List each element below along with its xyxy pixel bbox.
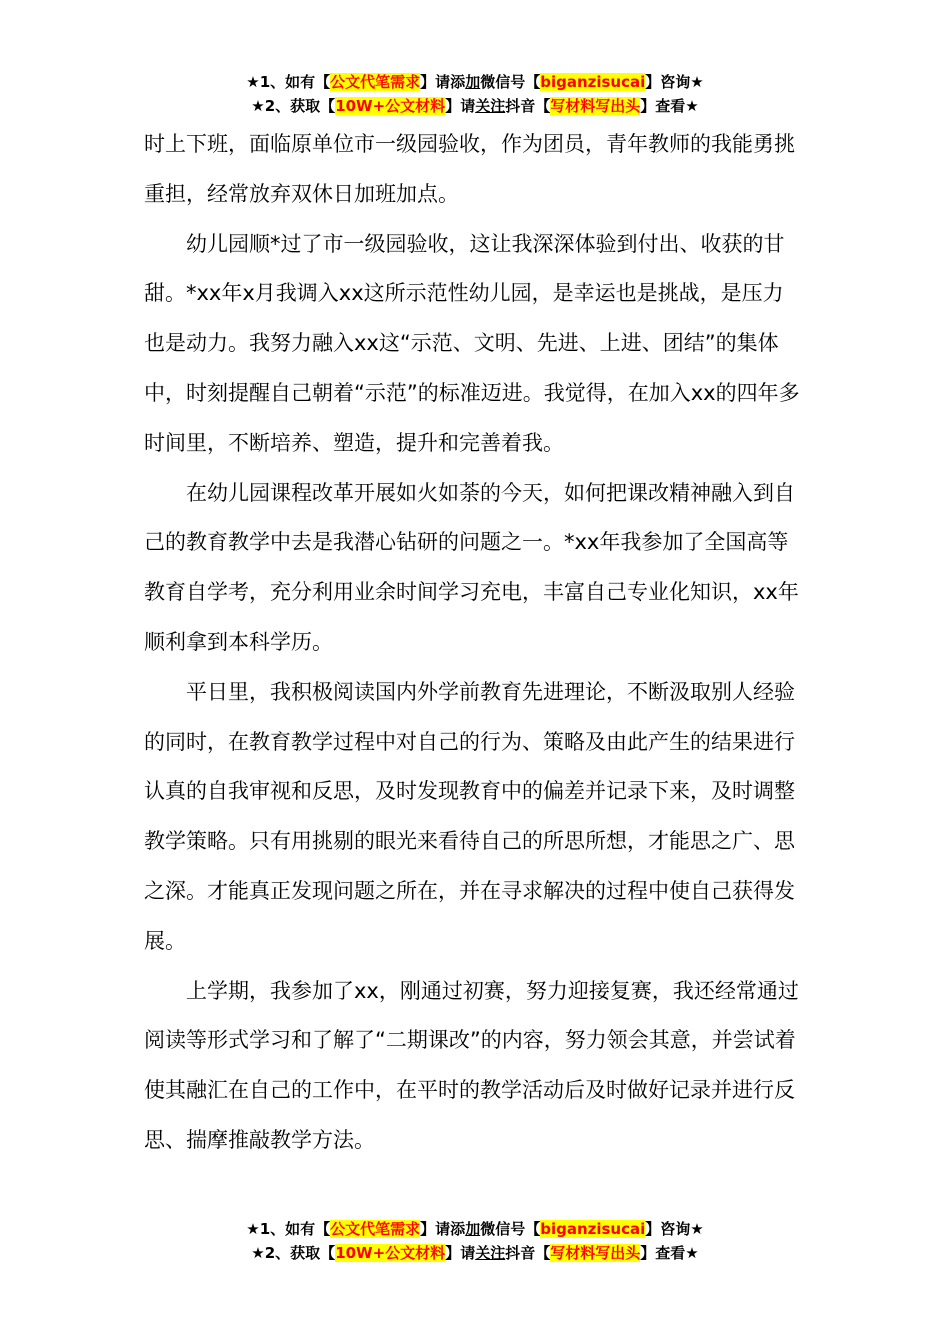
banner-text: 】咨询★ [645, 1220, 704, 1238]
banner-text: 】请添 [420, 1220, 466, 1238]
footer-banner [0, 1217, 950, 1265]
banner-text: ★1、如有【 [246, 73, 331, 91]
banner-text: 】请 [445, 1244, 476, 1262]
banner-emphasis: 加 [465, 73, 481, 91]
banner-text: ★2、获取【 [251, 1244, 336, 1262]
banner-line-1 [0, 70, 950, 94]
banner-line-2 [0, 1241, 950, 1265]
highlight-wechat-id: biganzisucai [540, 1220, 646, 1238]
paragraph: 幼儿园顺*过了市一级园验收，这让我深深体验到付出、收获的甘甜。*xx年x月我调入xx这所示范性幼儿园，是幸运也是挑战，是压力也是动力。我努力融入xx这“示范、文明、先进、上进、团结”的集体中，时刻提醒自己朝着“示范”的标准迈进。我觉得，在加入xx的四年多时间里，不断培养、塑造，提升和完善着我。 [144, 231, 800, 455]
banner-text: 微信号【 [480, 1220, 541, 1238]
paragraph: 在幼儿园课程改革开展如火如荼的今天，如何把课改精神融入到自己的教育教学中去是我潜心钻研的问题之一。*xx年我参加了全国高等教育自学考，充分利用业余时间学习充电，丰富自己专业化知识，xx年顺利拿到本科学历。 [144, 480, 799, 654]
banner-text: 】请 [445, 97, 476, 115]
banner-emphasis: 关注 [475, 97, 506, 115]
banner-text: 】咨询★ [645, 73, 704, 91]
banner-text: 】查看★ [640, 97, 699, 115]
banner-text: 抖音【 [505, 97, 551, 115]
document-body [144, 120, 804, 1166]
highlight-service: 公文代笔需求 [330, 1220, 421, 1238]
banner-line-2 [0, 94, 950, 118]
banner-text: ★1、如有【 [246, 1220, 331, 1238]
banner-emphasis: 关注 [475, 1244, 506, 1262]
paragraph: 时上下班，面临原单位市一级园验收，作为团员，青年教师的我能勇挑重担，经常放弃双休日加班加点。 [144, 132, 795, 206]
highlight-douyin: 写材料写出头 [550, 1244, 641, 1262]
banner-text: ★2、获取【 [251, 97, 336, 115]
paragraph: 平日里，我积极阅读国内外学前教育先进理论，不断汲取别人经验的同时，在教育教学过程中对自己的行为、策略及由此产生的结果进行认真的自我审视和反思，及时发现教育中的偏差并记录下来，及时调整教学策略。只有用挑剔的眼光来看待自己的所思所想，才能思之广、思之深。才能真正发现问题之所在，并在寻求解决的过程中使自己获得发展。 [144, 679, 795, 953]
highlight-materials: 10W+公文材料 [335, 97, 446, 115]
banner-text: 微信号【 [480, 73, 541, 91]
highlight-materials: 10W+公文材料 [335, 1244, 446, 1262]
banner-text: 】查看★ [640, 1244, 699, 1262]
highlight-service: 公文代笔需求 [330, 73, 421, 91]
banner-line-1 [0, 1217, 950, 1241]
header-banner [0, 70, 950, 118]
banner-text: 抖音【 [505, 1244, 551, 1262]
banner-emphasis: 加 [465, 1220, 481, 1238]
highlight-douyin: 写材料写出头 [550, 97, 641, 115]
highlight-wechat-id: biganzisucai [540, 73, 646, 91]
paragraph: 上学期，我参加了xx，刚通过初赛，努力迎接复赛，我还经常通过阅读等形式学习和了解了“二期课改”的内容，努力领会其意，并尝试着使其融汇在自己的工作中，在平时的教学活动后及时做好记录并进行反思、揣摩推敲教学方法。 [144, 978, 799, 1152]
banner-text: 】请添 [420, 73, 466, 91]
